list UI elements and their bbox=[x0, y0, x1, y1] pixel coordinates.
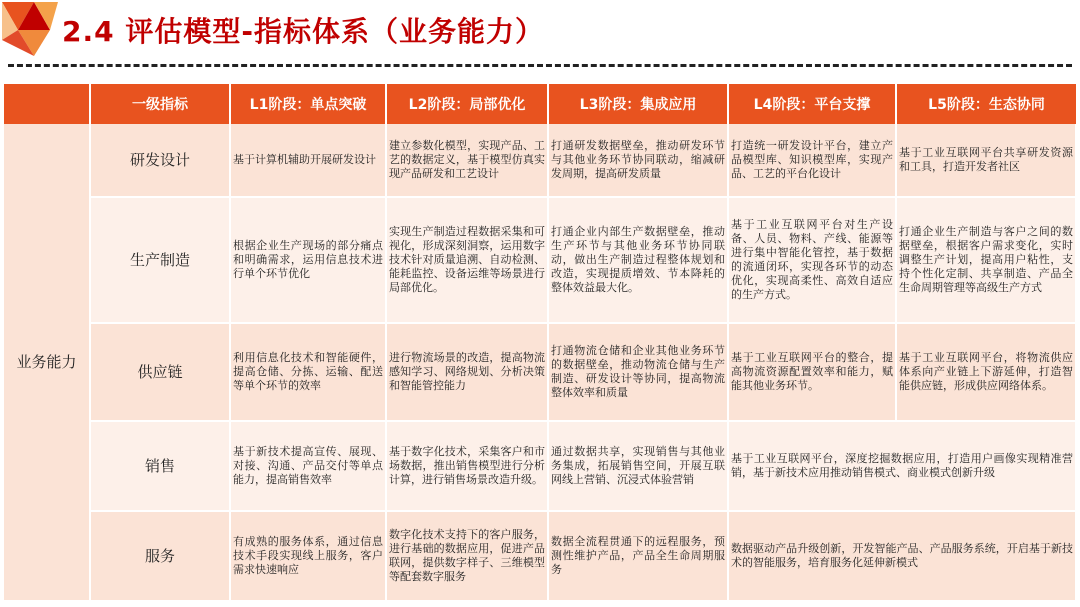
cell-svc-l1: 有成熟的服务体系，通过信息技术手段实现线上服务，客户需求快速响应 bbox=[230, 511, 386, 601]
row-label-service: 服务 bbox=[90, 511, 230, 601]
cell-svc-l4-l5: 数据驱动产品升级创新，开发智能产品、产品服务系统，开启基于新技术的智能服务，培育服务化延伸新模式 bbox=[728, 511, 1076, 601]
cell-rd-l4: 打造统一研发设计平台，建立产品模型库、知识模型库，实现产品、工艺的平台化设计 bbox=[728, 124, 896, 197]
group-cell-business-capability: 业务能力 bbox=[4, 124, 90, 601]
indicator-table-container bbox=[4, 84, 1076, 602]
cell-rd-l1: 基于计算机辅助开展研发设计 bbox=[230, 124, 386, 197]
cell-sales-l3: 通过数据共享，实现销售与其他业务集成，拓展销售空间，开展互联网线上营销、沉浸式体验营销 bbox=[548, 421, 728, 511]
cell-mfg-l3: 打通企业内部生产数据壁垒，推动生产环节与其他业务环节协同联动，做出生产制造过程整体规划和改造，实现提质增效、节本降耗的整体效益最大化。 bbox=[548, 197, 728, 323]
header-corner bbox=[4, 84, 90, 124]
row-label-supply-chain: 供应链 bbox=[90, 323, 230, 421]
header-l1-stage: L1阶段：单点突破 bbox=[230, 84, 386, 124]
header-l3-stage: L3阶段：集成应用 bbox=[548, 84, 728, 124]
table-row-service bbox=[4, 511, 1076, 601]
cell-svc-l3: 数据全流程贯通下的远程服务，预测性维护产品，产品全生命周期服务 bbox=[548, 511, 728, 601]
cell-mfg-l4: 基于工业互联网平台对生产设备、人员、物料、产线、能源等进行集中智能化管控，基于数据的流通闭环，实现各环节的动态优化，实现高柔性、高效自适应的生产方式。 bbox=[728, 197, 896, 323]
cell-svc-l2: 数字化技术支持下的客户服务，进行基础的数据应用，促进产品联网，提供数字样子、三维模型等配套数字服务 bbox=[386, 511, 548, 601]
table-row-manufacturing bbox=[4, 197, 1076, 323]
header-l2-stage: L2阶段：局部优化 bbox=[386, 84, 548, 124]
table-row-supply-chain bbox=[4, 323, 1076, 421]
cell-sc-l1: 利用信息化技术和智能硬件，提高仓储、分拣、运输、配送等单个环节的效率 bbox=[230, 323, 386, 421]
cell-sc-l3: 打通物流仓储和企业其他业务环节的数据壁垒，推动物流仓储与生产制造、研发设计等协同，提高物流整体效率和质量 bbox=[548, 323, 728, 421]
indicator-table bbox=[4, 84, 1077, 602]
header-l5-stage: L5阶段：生态协同 bbox=[896, 84, 1076, 124]
cell-sc-l4: 基于工业互联网平台的整合，提高物流资源配置效率和能力，赋能其他业务环节。 bbox=[728, 323, 896, 421]
cell-mfg-l5: 打通企业生产制造与客户之间的数据壁垒，根据客户需求变化，实时调整生产计划，提高用户粘性，支持个性化定制、共享制造、产品全生命周期管理等高级生产方式 bbox=[896, 197, 1076, 323]
cell-sales-l4-l5: 基于工业互联网平台，深度挖掘数据应用，打造用户画像实现精准营销，基于新技术应用推动销售模式、商业模式创新升级 bbox=[728, 421, 1076, 511]
cell-rd-l3: 打通研发数据壁垒，推动研发环节与其他业务环节协同联动，缩减研发周期，提高研发质量 bbox=[548, 124, 728, 197]
cell-mfg-l2: 实现生产制造过程数据采集和可视化，形成深刻洞察，运用数字技术针对质量追溯、自动检测、能耗监控、设备运维等场景进行局部优化。 bbox=[386, 197, 548, 323]
page-title: 2.4 评估模型-指标体系（业务能力） bbox=[62, 15, 544, 48]
cell-rd-l5: 基于工业互联网平台共享研发资源和工具，打造开发者社区 bbox=[896, 124, 1076, 197]
table-header bbox=[4, 84, 1076, 124]
header-l4-stage: L4阶段：平台支撑 bbox=[728, 84, 896, 124]
table-row-rd-design bbox=[4, 124, 1076, 197]
cell-sc-l2: 进行物流场景的改造，提高物流感知学习、网络规划、分析决策和智能管控能力 bbox=[386, 323, 548, 421]
row-label-rd-design: 研发设计 bbox=[90, 124, 230, 197]
row-label-manufacturing: 生产制造 bbox=[90, 197, 230, 323]
cell-rd-l2: 建立参数化模型，实现产品、工艺的数据定义，基于模型仿真实现产品研发和工艺设计 bbox=[386, 124, 548, 197]
cell-sales-l1: 基于新技术提高宣传、展现、对接、沟通、产品交付等单点能力，提高销售效率 bbox=[230, 421, 386, 511]
cell-sc-l5: 基于工业互联网平台，将物流供应体系向产业链上下游延伸，打造智能供应链，形成供应网络体系。 bbox=[896, 323, 1076, 421]
table-row-sales bbox=[4, 421, 1076, 511]
row-label-sales: 销售 bbox=[90, 421, 230, 511]
triangle-logo-icon bbox=[0, 0, 62, 60]
cell-mfg-l1: 根据企业生产现场的部分痛点和明确需求，运用信息技术进行单个环节优化 bbox=[230, 197, 386, 323]
cell-sales-l2: 基于数字化技术，采集客户和市场数据，推出销售模型进行分析计算，进行销售场景改造升级。 bbox=[386, 421, 548, 511]
header-level1-indicator: 一级指标 bbox=[90, 84, 230, 124]
dashed-divider bbox=[8, 64, 1072, 67]
